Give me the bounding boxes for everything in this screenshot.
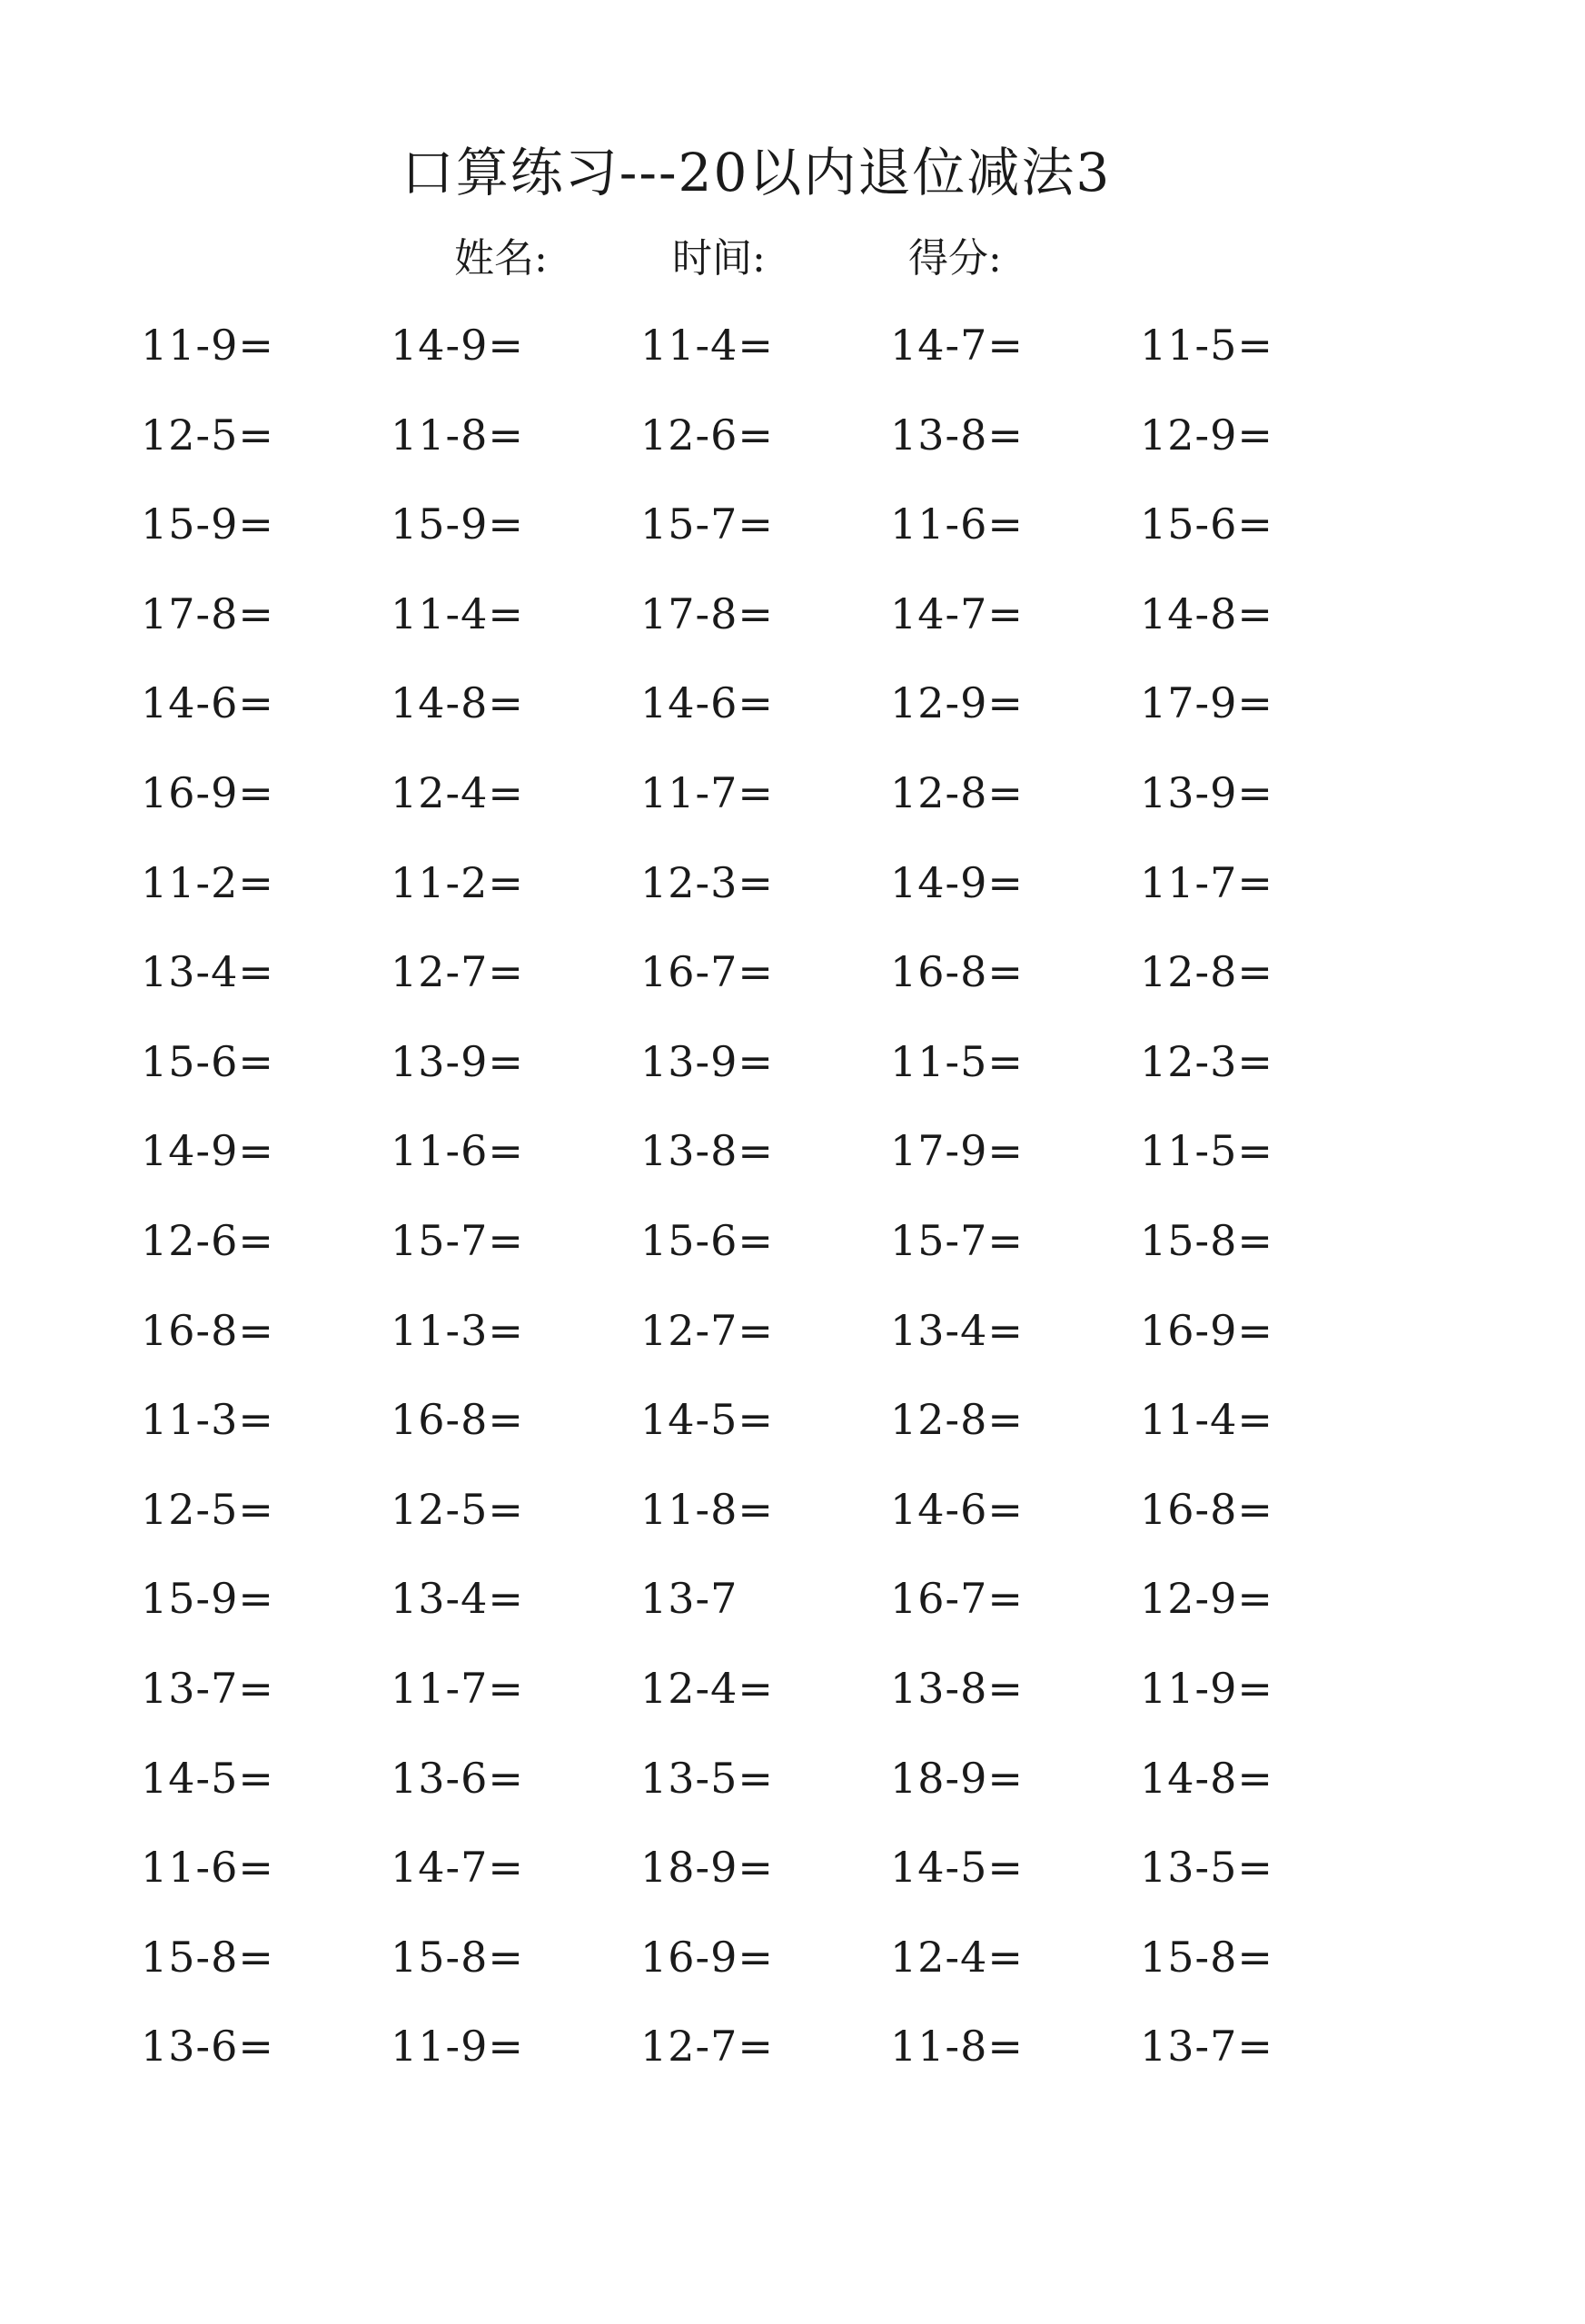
problem-item: 13-9=	[1140, 768, 1273, 817]
problem-item: 11-4=	[640, 321, 774, 370]
problem-row	[0, 578, 1585, 667]
problem-row	[0, 1204, 1585, 1293]
problem-item: 14-6=	[141, 678, 274, 727]
problem-item: 13-7=	[1140, 2022, 1273, 2071]
problem-item: 12-9=	[1140, 1574, 1273, 1623]
problem-row	[0, 1383, 1585, 1472]
problem-item: 11-3=	[141, 1395, 274, 1444]
problem-item: 13-9=	[640, 1037, 774, 1086]
problem-item: 16-8=	[890, 947, 1024, 996]
problem-item: 11-7=	[391, 1664, 524, 1713]
problem-item: 11-2=	[141, 858, 274, 907]
problem-item: 11-5=	[890, 1037, 1024, 1086]
problem-item: 12-8=	[890, 768, 1024, 817]
problem-row	[0, 757, 1585, 846]
problem-item: 13-8=	[890, 410, 1024, 460]
problem-item: 16-9=	[640, 1933, 774, 1982]
problem-item: 11-4=	[391, 589, 524, 638]
problem-item: 12-4=	[391, 768, 524, 817]
problem-item: 11-6=	[141, 1843, 274, 1892]
problem-item: 16-7=	[640, 947, 774, 996]
problem-item: 18-9=	[640, 1843, 774, 1892]
problem-row	[0, 1831, 1585, 1920]
problem-item: 11-5=	[1140, 1126, 1273, 1175]
problem-item: 14-8=	[1140, 1754, 1273, 1803]
problem-item: 15-7=	[391, 1216, 524, 1265]
problem-item: 11-9=	[1140, 1664, 1273, 1713]
problem-row	[0, 1114, 1585, 1203]
problem-grid	[0, 309, 1585, 2107]
problem-row	[0, 667, 1585, 756]
problem-item: 12-7=	[640, 1306, 774, 1355]
problem-item: 15-8=	[1140, 1216, 1273, 1265]
problem-item: 16-7=	[890, 1574, 1024, 1623]
problem-item: 14-8=	[391, 678, 524, 727]
problem-item: 13-5=	[1140, 1843, 1273, 1892]
problem-item: 11-8=	[391, 410, 524, 460]
problem-item: 12-8=	[890, 1395, 1024, 1444]
problem-row	[0, 1742, 1585, 1831]
problem-row	[0, 1921, 1585, 2010]
problem-item: 15-8=	[141, 1933, 274, 1982]
problem-item: 13-4=	[890, 1306, 1024, 1355]
problem-item: 16-8=	[1140, 1485, 1273, 1534]
problem-item: 15-8=	[1140, 1933, 1273, 1982]
problem-item: 11-6=	[391, 1126, 524, 1175]
problem-item: 13-8=	[890, 1664, 1024, 1713]
problem-item: 14-6=	[890, 1485, 1024, 1534]
problem-item: 16-9=	[1140, 1306, 1273, 1355]
problem-item: 14-5=	[141, 1754, 274, 1803]
problem-row	[0, 1025, 1585, 1114]
problem-item: 13-6=	[141, 2022, 274, 2071]
problem-item: 17-9=	[890, 1126, 1024, 1175]
problem-item: 18-9=	[890, 1754, 1024, 1803]
name-label: 姓名:	[454, 235, 548, 282]
problem-row	[0, 1652, 1585, 1741]
problem-item: 15-9=	[141, 499, 274, 549]
problem-item: 15-7=	[890, 1216, 1024, 1265]
problem-item: 12-9=	[1140, 410, 1273, 460]
problem-item: 13-4=	[141, 947, 274, 996]
problem-row	[0, 935, 1585, 1024]
problem-row	[0, 488, 1585, 577]
problem-item: 14-8=	[1140, 589, 1273, 638]
problem-item: 11-2=	[391, 858, 524, 907]
problem-item: 13-4=	[391, 1574, 524, 1623]
problem-item: 11-8=	[640, 1485, 774, 1534]
problem-item: 12-8=	[1140, 947, 1273, 996]
time-label: 时间:	[672, 235, 766, 282]
problem-item: 15-6=	[640, 1216, 774, 1265]
problem-item: 15-7=	[640, 499, 774, 549]
problem-item: 13-8=	[640, 1126, 774, 1175]
problem-item: 12-5=	[391, 1485, 524, 1534]
problem-item: 14-5=	[890, 1843, 1024, 1892]
problem-item: 15-9=	[391, 499, 524, 549]
problem-item: 12-4=	[640, 1664, 774, 1713]
problem-item: 12-6=	[141, 1216, 274, 1265]
problem-item: 13-7=	[141, 1664, 274, 1713]
problem-item: 11-9=	[391, 2022, 524, 2071]
problem-item: 13-6=	[391, 1754, 524, 1803]
problem-item: 14-7=	[890, 321, 1024, 370]
page-title: 口算练习---20以内退位减法3	[401, 142, 1112, 203]
problem-item: 17-9=	[1140, 678, 1273, 727]
problem-item: 11-6=	[890, 499, 1024, 549]
problem-item: 12-5=	[141, 410, 274, 460]
problem-item: 15-6=	[141, 1037, 274, 1086]
problem-row	[0, 1562, 1585, 1651]
problem-row	[0, 399, 1585, 488]
problem-item: 13-5=	[640, 1754, 774, 1803]
problem-row	[0, 1294, 1585, 1383]
problem-item: 11-7=	[640, 768, 774, 817]
problem-item: 17-8=	[141, 589, 274, 638]
problem-item: 15-6=	[1140, 499, 1273, 549]
problem-item: 14-9=	[141, 1126, 274, 1175]
problem-item: 13-7	[640, 1574, 738, 1623]
problem-item: 14-7=	[890, 589, 1024, 638]
problem-item: 16-8=	[391, 1395, 524, 1444]
problem-item: 15-8=	[391, 1933, 524, 1982]
problem-item: 12-7=	[391, 947, 524, 996]
score-label: 得分:	[908, 235, 1002, 282]
problem-item: 14-5=	[640, 1395, 774, 1444]
problem-item: 14-6=	[640, 678, 774, 727]
problem-row	[0, 309, 1585, 398]
problem-item: 11-3=	[391, 1306, 524, 1355]
problem-item: 12-3=	[640, 858, 774, 907]
problem-item: 12-4=	[890, 1933, 1024, 1982]
problem-item: 16-9=	[141, 768, 274, 817]
problem-item: 12-3=	[1140, 1037, 1273, 1086]
problem-row	[0, 2010, 1585, 2099]
problem-item: 12-9=	[890, 678, 1024, 727]
problem-row	[0, 1473, 1585, 1562]
problem-item: 14-7=	[391, 1843, 524, 1892]
problem-item: 12-7=	[640, 2022, 774, 2071]
problem-item: 15-9=	[141, 1574, 274, 1623]
problem-item: 14-9=	[391, 321, 524, 370]
problem-item: 11-9=	[141, 321, 274, 370]
problem-item: 11-4=	[1140, 1395, 1273, 1444]
problem-item: 17-8=	[640, 589, 774, 638]
problem-item: 11-8=	[890, 2022, 1024, 2071]
problem-item: 16-8=	[141, 1306, 274, 1355]
problem-item: 11-5=	[1140, 321, 1273, 370]
problem-item: 14-9=	[890, 858, 1024, 907]
problem-item: 12-6=	[640, 410, 774, 460]
problem-row	[0, 846, 1585, 935]
problem-item: 11-7=	[1140, 858, 1273, 907]
problem-item: 13-9=	[391, 1037, 524, 1086]
student-info-row	[0, 227, 1585, 291]
problem-item: 12-5=	[141, 1485, 274, 1534]
